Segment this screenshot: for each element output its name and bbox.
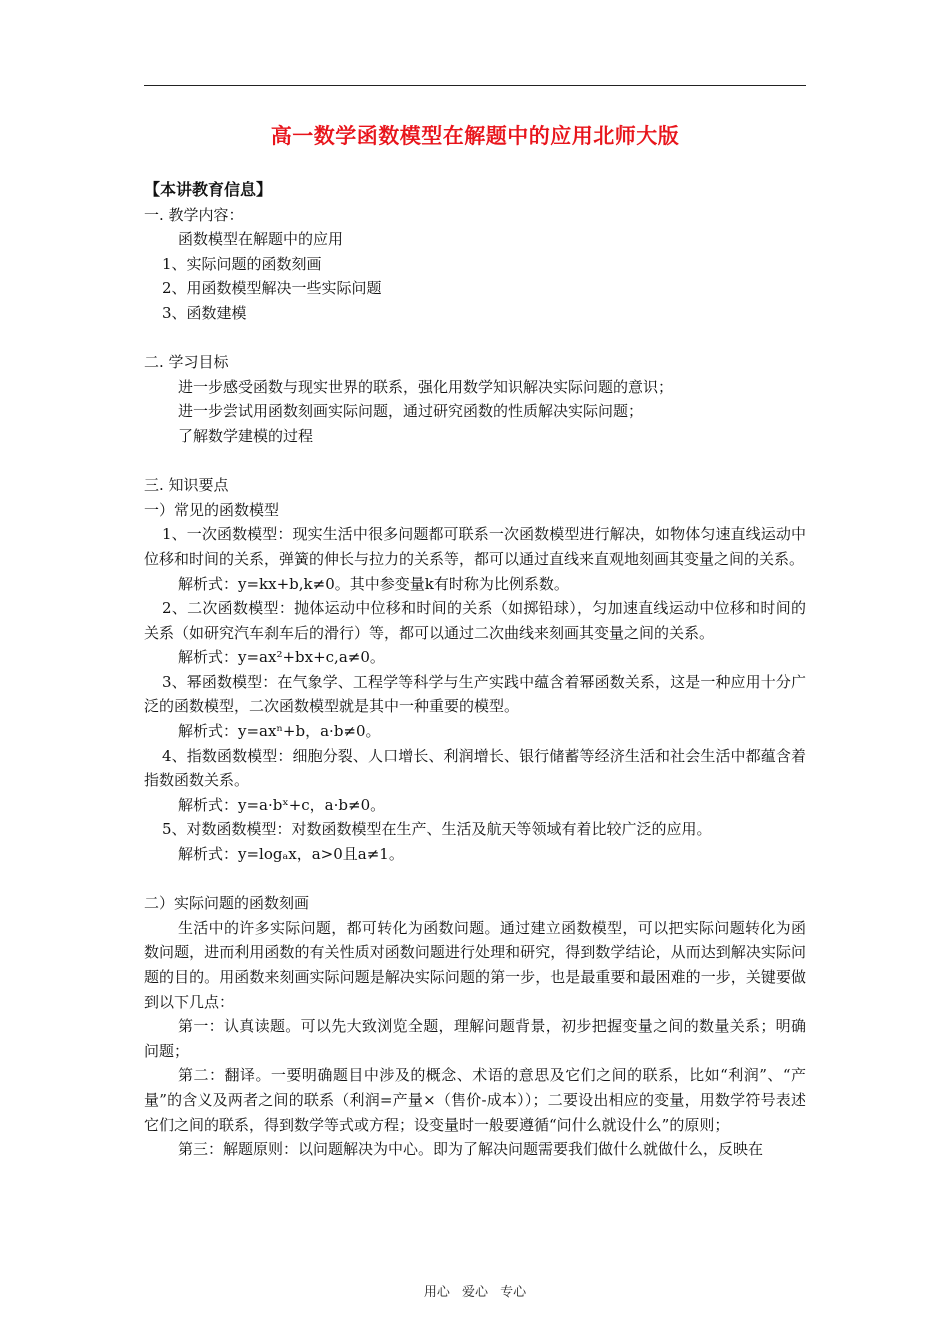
list-item: 了解数学建模的过程 <box>178 426 314 445</box>
paragraph: 生活中的许多实际问题，都可转化为函数问题。通过建立函数模型，可以把实际问题转化为函数问题，进而利用函数的有关性质对函数问题进行处理和研究，得到数学结论，从而达到解决实际问题的目的。用函数来刻画实际问题是解决实际问题的第一步，也是最重要和最困难的一步，关键要做到以下几点： <box>144 918 806 1011</box>
paragraph: 3、幂函数模型：在气象学、工程学等科学与生产实践中蕴含着幂函数关系，这是一种应用十分广泛的函数模型，二次函数模型就是其中一种重要的模型。 <box>144 672 806 716</box>
formula-line: 解析式：y=kx+b,k≠0。其中参变量k有时称为比例系数。 <box>178 574 569 593</box>
document-body <box>144 178 806 1162</box>
header-rule <box>144 85 806 86</box>
list-item: 2、用函数模型解决一些实际问题 <box>162 279 382 298</box>
list-item: 函数模型在解题中的应用 <box>178 230 344 249</box>
list-item: 进一步感受函数与现实世界的联系，强化用数学知识解决实际问题的意识； <box>178 377 674 396</box>
teaching-content-heading: 一. 教学内容： <box>144 205 244 224</box>
subsection-heading: 二）实际问题的函数刻画 <box>144 894 310 913</box>
formula-line: 解析式：y=logₐx，a>0且a≠1。 <box>178 845 404 864</box>
paragraph: 第二：翻译。一要明确题目中涉及的概念、术语的意思及它们之间的联系，比如“利润”、“产量”的含义及两者之间的联系（利润=产量×（售价-成本））；二要设出相应的变量，用数学符号表述它们之间的联系，得到数学等式或方程；设变量时一般要遵循“问什么就设什么”的原则； <box>144 1066 806 1134</box>
list-item: 1、实际问题的函数刻画 <box>162 254 322 273</box>
list-item: 3、函数建模 <box>162 303 247 322</box>
list-item: 进一步尝试用函数刻画实际问题，通过研究函数的性质解决实际问题； <box>178 402 644 421</box>
formula-line: 解析式：y=ax²+bx+c,a≠0。 <box>178 648 385 667</box>
paragraph: 第三：解题原则：以问题解决为中心。即为了解决问题需要我们做什么就做什么，反映在 <box>178 1140 764 1159</box>
page-footer: 用心 爱心 专心 <box>423 1285 527 1300</box>
paragraph: 4、指数函数模型：细胞分裂、人口增长、利润增长、银行储蓄等经济生活和社会生活中都蕴含着指数函数关系。 <box>144 746 806 790</box>
paragraph: 第一：认真读题。可以先大致浏览全题，理解问题背景，初步把握变量之间的数量关系；明确问题； <box>144 1017 806 1060</box>
paragraph: 5、对数函数模型：对数函数模型在生产、生活及航天等领域有着比较广泛的应用。 <box>162 820 712 839</box>
formula-line: 解析式：y=axⁿ+b，a·b≠0。 <box>178 722 381 741</box>
key-points-heading: 三. 知识要点 <box>144 476 229 495</box>
section-header: 【本讲教育信息】 <box>144 180 273 199</box>
paragraph: 2、二次函数模型：抛体运动中位移和时间的关系（如掷铅球），匀加速直线运动中位移和时间的关系（如研究汽车刹车后的滑行）等，都可以通过二次曲线来刻画其变量之间的关系。 <box>144 599 806 642</box>
document-title: 高一数学函数模型在解题中的应用北师大版 <box>270 124 680 148</box>
learning-goals-heading: 二. 学习目标 <box>144 353 229 372</box>
subsection-heading: 一）常见的函数模型 <box>144 500 280 519</box>
paragraph: 1、一次函数模型：现实生活中很多问题都可联系一次函数模型进行解决，如物体匀速直线运动中位移和时间的关系，弹簧的伸长与拉力的关系等，都可以通过直线来直观地刻画其变量之间的关系。 <box>144 525 806 568</box>
formula-line: 解析式：y=a·bˣ+c，a·b≠0。 <box>178 795 386 814</box>
